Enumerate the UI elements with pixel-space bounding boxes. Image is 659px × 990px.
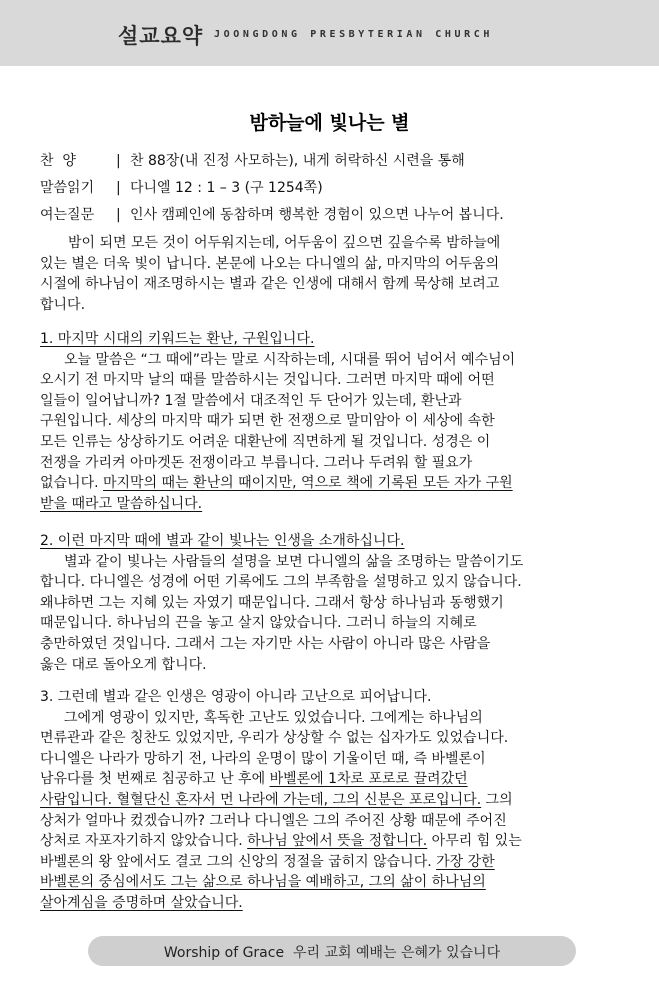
intro-line: 합니다. [40,296,86,313]
section-3-line: 다니엘은 나라가 망하기 전, 나라의 운명이 많이 기울이던 때, 즉 바벨론이 [40,750,486,767]
reading-value: 다니엘 12 : 1 – 3 (구 1254쪽) [130,180,323,196]
section-3-heading: 3. 그런데 별과 같은 인생은 영광이 아니라 고난으로 피어납니다. [40,689,432,705]
section-2-line: 왜냐하면 그는 지혜 있는 자였기 때문입니다. 그래서 항상 하나님과 동행했기 [40,594,504,611]
footer-text: Worship of Grace 우리 교회 예배는 은혜가 있습니다 [163,945,501,961]
intro-paragraph [40,233,612,315]
separator: | [116,180,121,196]
section-3-line: 바벨론의 왕 앞에서도 결코 그의 신앙의 정절을 굽히지 않습니다. [40,853,437,870]
footer-banner [88,936,576,966]
hymn-label: 찬 양 [40,153,76,169]
section-3-emphasis: 살아계심을 증명하며 살았습니다. [40,894,243,911]
section-1-emphasis: 받을 때라고 말씀하십니다. [40,495,203,512]
section-2-line: 옳은 대로 돌아오게 합니다. [40,656,207,673]
section-3-line: 상처로 자포자기하지 않았습니다. [40,833,248,850]
section-3 [40,687,612,914]
church-name: JOONGDONG PRESBYTERIAN CHURCH [214,29,493,40]
section-1-line: 전쟁을 가리켜 아마겟돈 전쟁이라고 부릅니다. 그러나 두려워 할 필요가 [40,454,473,471]
intro-line: 밤이 되면 모든 것이 어두워지는데, 어두움이 깊으면 깊을수록 밤하늘에 [68,235,501,251]
question-row [40,205,504,225]
separator: | [116,207,121,223]
sermon-title: 밤하늘에 빛나는 별 [249,112,410,134]
section-3-emphasis: 하나님 앞에서 뜻을 정합니다. [247,833,428,850]
intro-line: 시절에 하나님이 재조명하시는 별과 같은 인생에 대해서 함께 묵상해 보려고 [40,276,500,293]
reading-row [40,178,323,198]
section-1-line: 없습니다. [40,475,103,492]
section-3-emphasis: 가장 강한 [436,853,495,870]
section-3-emphasis: 사람입니다. 혈혈단신 혼자서 먼 나라에 가는데, 그의 신분은 포로입니다. [40,791,482,808]
hymn-row [40,151,465,171]
hymn-value: 찬 88장(내 진정 사모하는), 내게 허락하신 시련을 통해 [130,153,465,169]
section-3-line: 상처가 얼마나 컸겠습니까? 그러나 다니엘은 그의 주어진 상황 때문에 주어진 [40,812,507,829]
section-3-line: 면류관과 같은 칭찬도 있었지만, 우리가 상상할 수 없는 십자가도 있었습니다. [40,730,509,747]
section-1-line: 구원입니다. 세상의 마지막 때가 되면 한 전쟁으로 말미암아 이 세상에 속한 [40,413,495,430]
section-2-heading: 2. 이런 마지막 때에 별과 같이 빛나는 인생을 소개하십니다. [40,533,405,549]
question-value: 인사 캠페인에 동참하며 행복한 경험이 있으면 나누어 봅니다. [130,207,504,223]
section-1-emphasis: 마지막의 때는 환난의 때이지만, 역으로 책에 기록된 모든 자가 구원 [103,475,513,492]
section-2-line: 때문입니다. 하나님의 끈을 놓고 살지 않았습니다. 그러니 하늘의 지혜로 [40,615,477,632]
section-2-line: 별과 같이 빛나는 사람들의 설명을 보면 다니엘의 삶을 조명하는 말씀이기도 [64,553,524,570]
section-2-line: 충만하였던 것입니다. 그래서 그는 자기만 사는 사람이 아니라 많은 사람을 [40,635,491,652]
separator: | [116,153,121,169]
section-1-line: 모든 인류는 상상하기도 어려운 대환난에 직면하게 될 것입니다. 성경은 이 [40,433,491,450]
question-label: 여는질문 [40,207,95,223]
section-1 [40,329,612,514]
section-3-line: 그에게 영광이 있지만, 혹독한 고난도 있었습니다. 그에게는 하나님의 [64,709,483,726]
section-1-line: 일들이 일어납니까? 1절 말씀에서 대조적인 두 단어가 있는데, 환난과 [40,392,462,409]
header-bar [0,0,659,66]
section-2 [40,531,612,675]
intro-line: 있는 별은 더욱 빛이 납니다. 본문에 나오는 다니엘의 삶, 마지막의 어두움의 [40,255,500,272]
section-3-line: 남유다를 첫 번째로 침공하고 난 후에 [40,771,270,788]
section-3-line: 아무리 힘 있는 [427,833,522,850]
reading-label: 말씀읽기 [40,180,95,196]
header-title: 설교요약 [118,24,204,48]
section-1-line: 오시기 전 마지막 날의 때를 말씀하시는 것입니다. 그러면 마지막 때에 어떤 [40,372,495,389]
section-3-emphasis: 바벨론에 1차로 포로로 끌려갔던 [269,771,468,788]
section-3-line: 그의 [481,791,513,808]
section-1-heading: 1. 마지막 시대의 키워드는 환난, 구원입니다. [40,331,315,347]
section-1-line: 오늘 말씀은 “그 때에”라는 말로 시작하는데, 시대를 뛰어 넘어서 예수님이 [64,351,516,368]
section-3-emphasis: 바벨론의 중심에서도 그는 삶으로 하나님을 예배하고, 그의 삶이 하나님의 [40,874,486,891]
section-2-line: 합니다. 다니엘은 성경에 어떤 기록에도 그의 부족함을 설명하고 있지 않습니다. [40,574,522,591]
